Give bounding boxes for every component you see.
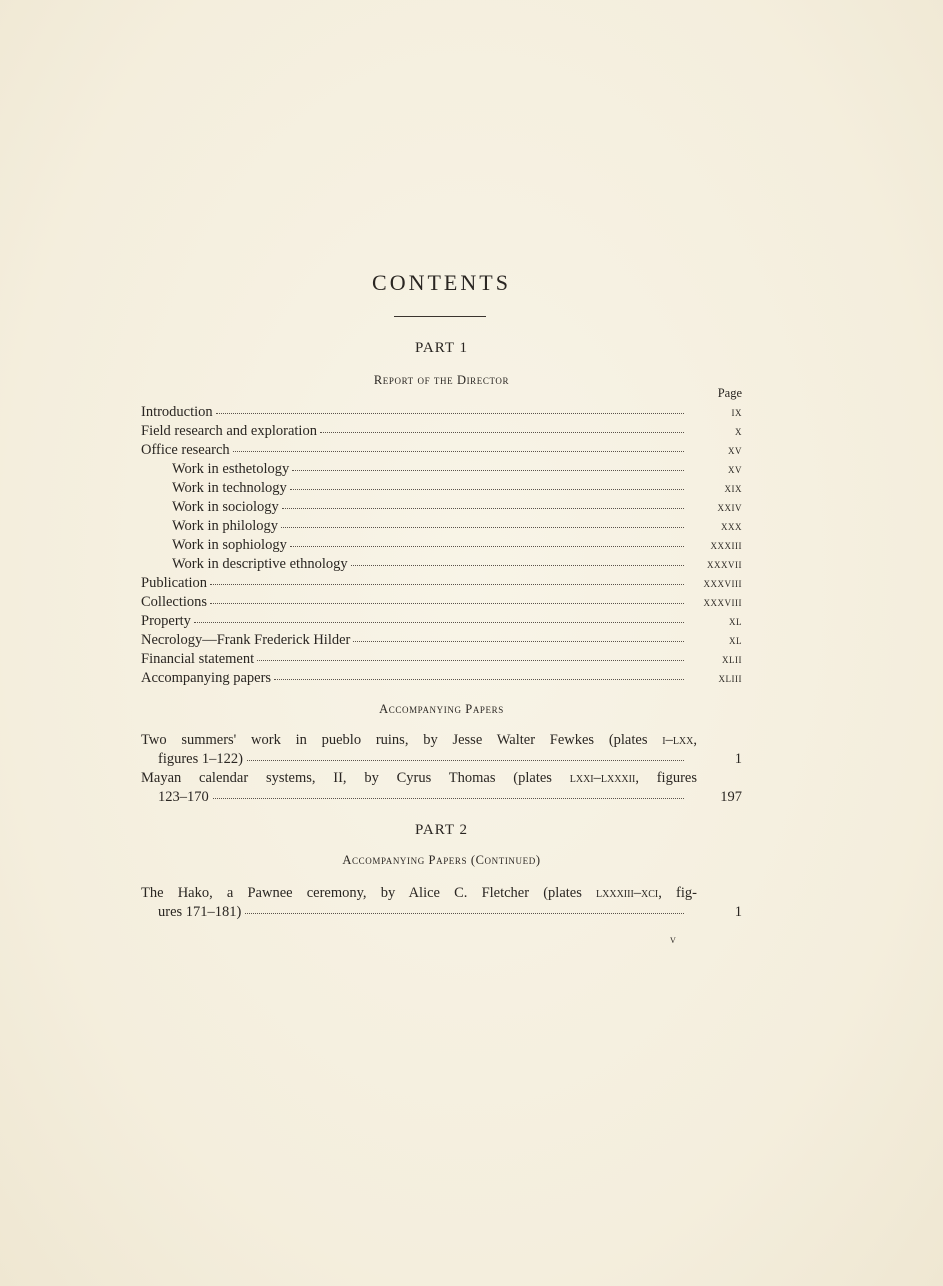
entry-page: xl [729, 632, 742, 647]
entry-page: xl [729, 613, 742, 628]
paper-entry [141, 731, 742, 769]
dot-leader [281, 523, 684, 528]
entry-label: Introduction [141, 404, 213, 420]
entry-label: Work in technology [172, 480, 287, 496]
paper-plates: lxxi–lxxxii [569, 770, 636, 786]
entry-page: xv [728, 461, 742, 476]
paper-text-end: , [693, 732, 697, 748]
toc-entry [141, 649, 742, 668]
paper-text-end: , figures [635, 770, 697, 786]
entry-label: Work in philology [172, 518, 278, 534]
entry-label: Financial statement [141, 651, 255, 667]
dot-leader [290, 542, 684, 547]
entry-page: ix [731, 404, 742, 419]
dot-leader [210, 580, 684, 585]
dot-leader [292, 466, 684, 471]
dot-leader [274, 675, 684, 680]
entry-page: xv [728, 442, 742, 457]
entry-label: Necrology—Frank Frederick Hilder [141, 632, 351, 648]
entry-label: Field research and exploration [141, 423, 317, 439]
paper-continuation: ures 171–181) [158, 904, 242, 920]
toc-entry [141, 573, 742, 592]
toc-entry [141, 402, 742, 421]
toc-entry [141, 668, 742, 687]
toc-subentry [141, 535, 742, 554]
entry-page: xxxiii [710, 537, 742, 552]
entry-label: Publication [141, 575, 208, 591]
part2-section-heading: Accompanying Papers (Continued) [342, 853, 541, 867]
dot-leader [320, 428, 684, 433]
entry-label: Accompanying papers [141, 670, 272, 686]
entry-page: xliii [718, 670, 742, 685]
entry-label: Work in sophiology [172, 537, 287, 553]
paper-plates: lxxxiii–xci [596, 885, 659, 901]
part2-heading: PART 2 [414, 822, 469, 838]
toc-entry [141, 440, 742, 459]
entry-label: Work in sociology [172, 499, 279, 515]
toc-subentry [141, 478, 742, 497]
paper-plates: i–lxx [662, 732, 694, 748]
paper-entry [141, 769, 742, 807]
paper-entry [141, 884, 742, 922]
paper-line-1 [141, 769, 697, 788]
toc-entry [141, 421, 742, 440]
entry-label: Work in esthetology [172, 461, 290, 477]
dot-leader [257, 656, 684, 661]
paper-line-2 [141, 788, 742, 807]
toc-entry [141, 611, 742, 630]
toc-entry [141, 630, 742, 649]
page-title: CONTENTS [372, 270, 511, 295]
part1-heading: PART 1 [414, 340, 469, 356]
dot-leader [247, 756, 684, 761]
paper-text: Two summers' work in pueblo ruins, by Jesse Walter Fewkes (plates [141, 732, 663, 748]
entry-page: xxxviii [703, 594, 742, 609]
entry-page: 1 [734, 904, 742, 920]
dot-leader [353, 637, 684, 642]
accompanying-papers-heading: Accompanying Papers [379, 702, 504, 716]
part1-section-heading: Report of the Director [373, 373, 510, 387]
entry-label: Work in descriptive ethnology [172, 556, 348, 572]
entry-page: xxx [721, 518, 742, 533]
dot-leader [210, 599, 684, 604]
entry-label: Property [141, 613, 191, 629]
toc-subentry [141, 516, 742, 535]
paper-line-1 [141, 884, 697, 903]
entry-page: xxiv [717, 499, 742, 514]
toc-entry [141, 592, 742, 611]
paper-continuation: 123–170 [158, 789, 209, 805]
entry-page: xxxviii [703, 575, 742, 590]
dot-leader [351, 561, 684, 566]
page-column-header: Page [717, 386, 742, 400]
paper-continuation: figures 1–122) [158, 751, 243, 767]
toc-subentry [141, 459, 742, 478]
paper-line-1 [141, 731, 697, 750]
dot-leader [245, 909, 684, 914]
paper-line-2 [141, 903, 742, 922]
paper-text: The Hako, a Pawnee ceremony, by Alice C. Fletcher (plates [141, 885, 597, 901]
dot-leader [213, 794, 684, 799]
entry-page: xlii [722, 651, 742, 666]
toc-subentry [141, 497, 742, 516]
page-folio: v [670, 932, 676, 946]
entry-page: xxxvii [707, 556, 742, 571]
entry-label: Collections [141, 594, 208, 610]
paper-text: Mayan calendar systems, II, by Cyrus Thomas (plates [141, 770, 570, 786]
entry-page: 197 [720, 789, 742, 805]
paper-line-2 [141, 750, 742, 769]
entry-page: xix [724, 480, 742, 495]
title-rule [394, 316, 486, 317]
entry-label: Office research [141, 442, 230, 458]
dot-leader [282, 504, 684, 509]
dot-leader [233, 447, 684, 452]
entry-page: 1 [734, 751, 742, 767]
toc-subentry [141, 554, 742, 573]
paper-text-end: , fig- [658, 885, 697, 901]
dot-leader [290, 485, 684, 490]
dot-leader [194, 618, 684, 623]
entry-page: x [735, 423, 742, 438]
dot-leader [216, 409, 684, 414]
